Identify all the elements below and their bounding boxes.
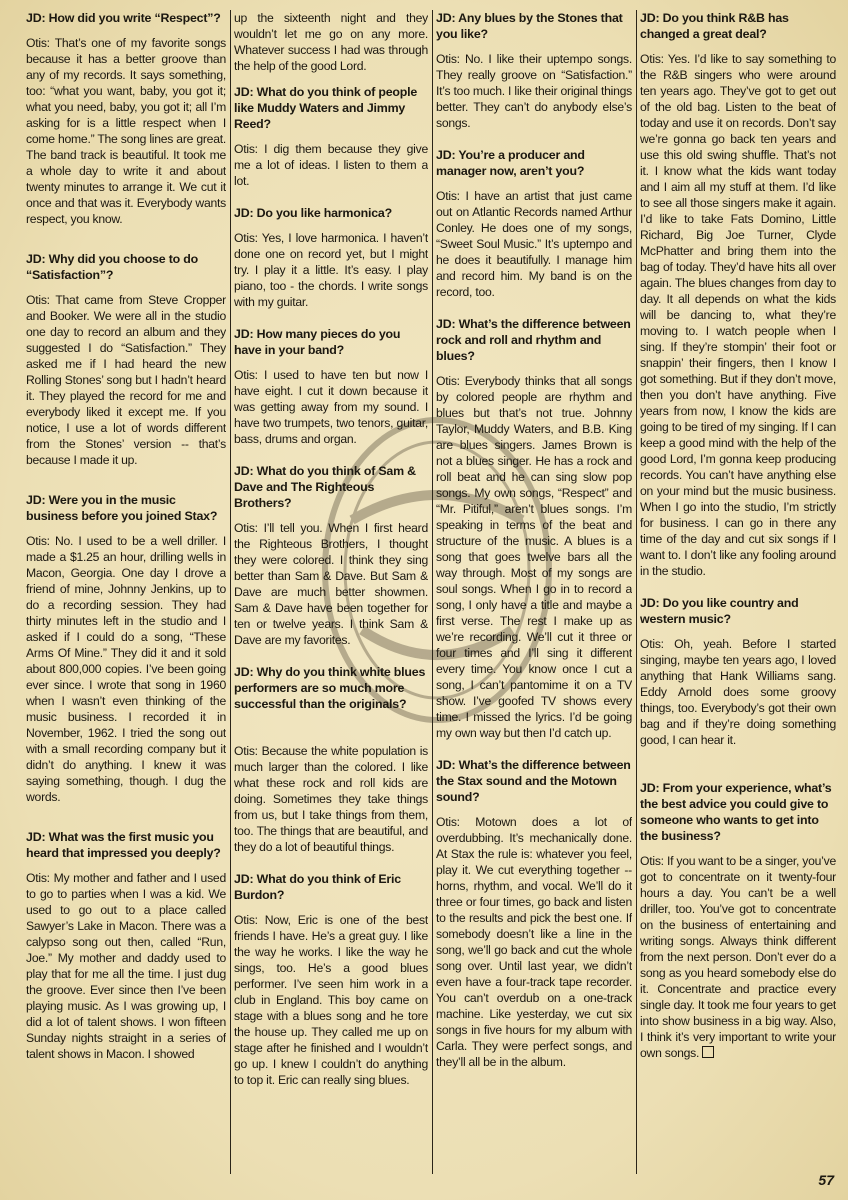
interview-answer: Otis: No. I like their uptempo songs. They really groove on “Satisfaction.” It’s too much. I like their original things better. They can’t do anybody else’s songs. bbox=[436, 52, 632, 130]
interview-answer: Otis: That’s one of my favorite songs because it has a better groove than any of my records. It says something, too: “what you want, baby, you got it; what you need, baby, you got it; all I’m asking for is a little respect when I come home.” The song lines are great. The band track is beautiful. It took me a whole day to write it and about twenty minutes to arrange it. We cut it once and that was it. Everybody wants respect, you know. bbox=[26, 36, 226, 226]
column-rule bbox=[636, 10, 637, 1174]
interview-answer: Otis: Now, Eric is one of the best friends I have. He’s a great guy. I like the way he works. I like the way he sings, too. He’s a good blues performer. I’ve seen him work in a club in England. This boy came on stage with a blues song and he tore the house up. They called me up on stage after he finished and I wouldn’t go up. I knew I couldn’t do anything to top it. Eric can really sing blues. bbox=[234, 913, 428, 1087]
interview-question: JD: From your experience, what’s the best advice you could give to someone who wants to get into the business? bbox=[640, 781, 832, 843]
interview-question: JD: What do you think of people like Muddy Waters and Jimmy Reed? bbox=[234, 85, 418, 131]
column-3 bbox=[436, 10, 632, 1174]
interview-question: JD: Any blues by the Stones that you like? bbox=[436, 11, 623, 41]
interview-question: JD: How did you write “Respect”? bbox=[26, 11, 221, 25]
interview-question: JD: Do you like country and western music? bbox=[640, 596, 799, 626]
column-rule bbox=[432, 10, 433, 1174]
interview-answer: Otis: Oh, yeah. Before I started singing, maybe ten years ago, I loved anything that Hank Williams sang. Eddy Arnold does some groovy things, too. Everybody’s got their own bag and if they’re doing something good, I can hear it. bbox=[640, 637, 836, 747]
column-2 bbox=[234, 10, 428, 1174]
interview-question: JD: How many pieces do you have in your band? bbox=[234, 327, 401, 357]
interview-answer: Otis: That came from Steve Cropper and Booker. We were all in the studio one day to record an album and they suggested I do “Satisfaction.” They asked me if I had heard the new Rolling Stones’ song but I hadn’t heard it. They played the record for me and everybody liked it except me. If you notice, I use a lot of words different from the Stones’ version -- that’s because I made it up. bbox=[26, 293, 226, 467]
interview-answer: Otis: Yes, I love harmonica. I haven’t done one on record yet, but I might try. I play it a little. It’s easy. I play piano, too - the chords. I write songs with my guitar. bbox=[234, 231, 428, 309]
interview-answer: Otis: I used to have ten but now I have eight. I cut it down because it was getting away from my sound. I have two trumpets, two tenors, guitar, bass, drums and organ. bbox=[234, 368, 428, 446]
interview-question: JD: Do you like harmonica? bbox=[234, 206, 392, 220]
interview-question: JD: Why do you think white blues performers are so much more successful than the originals? bbox=[234, 665, 426, 711]
interview-question: JD: What’s the difference between the Stax sound and the Motown sound? bbox=[436, 758, 631, 804]
interview-question: JD: Why did you choose to do “Satisfaction”? bbox=[26, 252, 198, 282]
interview-question: JD: What was the first music you heard that impressed you deeply? bbox=[26, 830, 221, 860]
interview-question: JD: Were you in the music business before you joined Stax? bbox=[26, 493, 218, 523]
interview-answer-final bbox=[640, 853, 836, 1061]
interview-question: JD: What’s the difference between rock and roll and rhythm and blues? bbox=[436, 317, 631, 363]
final-answer-text: Otis: If you want to be a singer, you’ve got to concentrate on it twenty-four hours a day. You can’t be a well driller, too. You’ve got to concentrate on the business of entertaining and writing songs. Always think different from the next person. Don’t ever do a song as you heard somebody else do it. Concentrate and practice every single day. It took me four years to get into show business in a big way. Also, I think it’s very important to write your own songs. bbox=[640, 854, 836, 1060]
interview-answer: Otis: I dig them because they give me a lot of ideas. I listen to them a lot. bbox=[234, 142, 428, 188]
interview-answer: Otis: I have an artist that just came out on Atlantic Records named Arthur Conley. He does one of my songs, “Sweet Soul Music.” It’s uptempo and he does it beautifully. I manage him and record him. My band is on the record, too. bbox=[436, 189, 632, 299]
interview-answer: Otis: No. I used to be a well driller. I made a $1.25 an hour, drilling wells in Macon, Georgia. One day I drove a friend of mine, Johnny Jenkins, up to do a recording session. They had thirty minutes left in the studio and I asked if I could do a song, “These Arms Of Mine.” They did it and it sold about 800,000 copies. I’ve been going ever since. I wrote that song in 1960 when I wasn’t even thinking of the music business. I recorded it in November, 1962. I tried the song out with a small recording company but it didn’t do anything. I knew it was saying something, though. I dug the words. bbox=[26, 534, 226, 804]
interview-answer: Otis: Yes. I’d like to say something to the R&B singers who were around ten years ago. They’ve got to get out of the old bag. Listen to the beat of today and use it on records. Don’t say we’re gonna go back ten years and use this old swing shuffle. That’s not it. I know what the kids want today and I aim all my stuff at them. I’d like to see all those singers make it again. I’d like to take Fats Domino, Little Richard, Big Joe Turner, Clyde McPhatter and bring them into the bag of today. They’d have hits all over again. The blues changes from day to day. It all depends on what the kids will be dancing to, what they’re moving to. I watch people when I sing. If they’re stompin’ their foot or snappin’ their fingers, then I know I got something. But if they don’t move, then you don’t have anything. Five years from now, I know the kids are going to be tired of my singing. If I can keep a good mind with the help of the good Lord, I’m gonna keep producing records. You can’t have anything else on your mind but the music business. When I go into the studio, I’m strictly for business. I can go in there any time of the day and cut six songs if I want to. I don’t like any fooling around in the studio. bbox=[640, 52, 836, 578]
interview-question: JD: What do you think of Sam & Dave and The Righteous Brothers? bbox=[234, 464, 416, 510]
interview-answer: Otis: Because the white population is much larger than the colored. I like what these rock and roll kids are doing. Sometimes they take things from us, but I take things from them, too. The things that are beautiful, and they do a lot of beautiful things. bbox=[234, 744, 428, 854]
interview-question: JD: You’re a producer and manager now, aren’t you? bbox=[436, 148, 585, 178]
column-4 bbox=[640, 10, 836, 1174]
interview-question: JD: Do you think R&B has changed a great deal? bbox=[640, 11, 789, 41]
column-1 bbox=[26, 10, 226, 1174]
end-of-article-icon bbox=[702, 1046, 714, 1058]
interview-answer: Otis: I’ll tell you. When I first heard the Righteous Brothers, I thought they were colored. I think they sing better than Sam & Dave. But Sam & Dave are much better showmen. Sam & Dave have been together for ten or twelve years. I think Sam & Dave are my favorites. bbox=[234, 521, 428, 647]
interview-question: JD: What do you think of Eric Burdon? bbox=[234, 872, 401, 902]
interview-answer: Otis: Everybody thinks that all songs by colored people are rhythm and blues but that’s not true. Johnny Taylor, Muddy Waters, and B.B. King are blues singers. James Brown is not a blues singer. He has a rock and roll beat and he can sing slow pop songs. My own songs, “Respect” and “Mr. Pitiful,” aren’t blues songs. I’m speaking in terms of the beat and structure of the music. A blues is a song that goes twelve bars all the way through. Most of my songs are soul songs. When I go in to record a song, I only have a title and maybe a first verse. The rest I make up as we’re recording. We’ll cut it three or four times and I’ll sing it different every time. You know once I cut a song, I can’t pantomime it on a TV show. I’ve goofed TV shows every time. I missed the lyrics. I’d be going my own way but then I’d catch up. bbox=[436, 374, 632, 740]
interview-answer: Otis: My mother and father and I used to go to parties when I was a kid. We used to go out to a place called Sawyer’s Lake in Macon. There was a calypso song out then, called “Run, Joe.” My mother and daddy used to play that for me all the time. I just dug the groove. Ever since then I’ve been playing music. As I was growing up, I did a lot of talent shows. I won fifteen Sunday nights straight in a series of talent shows in Macon. I showed bbox=[26, 871, 226, 1061]
page-number: 57 bbox=[818, 1172, 834, 1188]
interview-answer-continued: up the sixteenth night and they wouldn’t let me go on any more. Whatever success I had was through the help of the good Lord. bbox=[234, 11, 428, 73]
column-rule bbox=[230, 10, 231, 1174]
interview-answer: Otis: Motown does a lot of overdubbing. It’s mechanically done. At Stax the rule is: whatever you feel, play it. We cut everything together -- horns, rhythm, and vocal. We’ll do it three or four times, go back and listen to the results and pick the best one. If somebody doesn’t like a line in the song, we’ll go back and cut the whole song over. Until last year, we didn’t even have a four-track tape recorder. You can’t overdub on a one-track machine. Like yesterday, we cut six songs in five hours for my album with Carla. They were perfect songs, and they’ll all be in the album. bbox=[436, 815, 632, 1069]
